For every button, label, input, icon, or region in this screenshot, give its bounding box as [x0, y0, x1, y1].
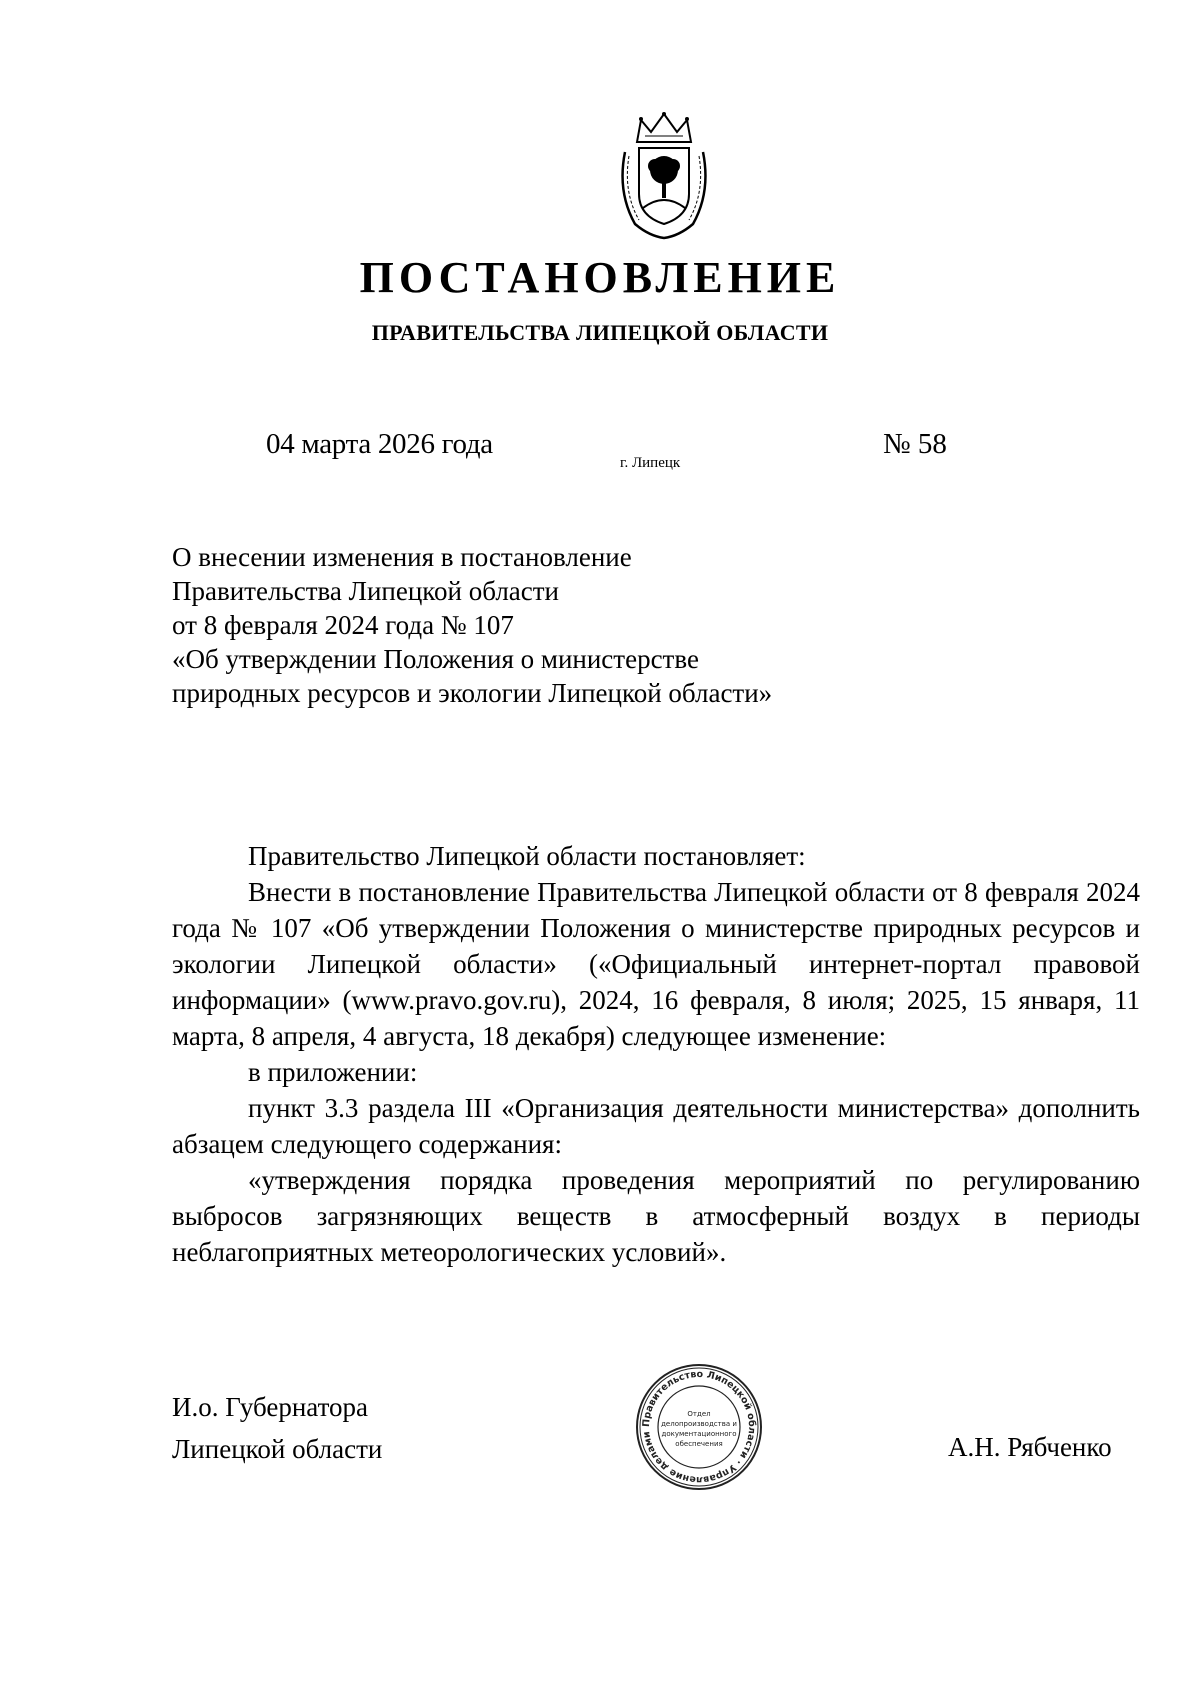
document-subtitle: ПРАВИТЕЛЬСТВА ЛИПЕЦКОЙ ОБЛАСТИ — [371, 320, 829, 345]
document-date: 04 марта 2026 года — [266, 428, 493, 460]
stamp-center-line: делопроизводства и — [661, 1420, 737, 1428]
document-heading — [172, 540, 892, 710]
body-paragraph: «утверждения порядка проведения мероприятий по регулированию выбросов загрязняющих веществ в атмосферный воздух в периоды неблагоприятных метеорологических условий». — [172, 1165, 1140, 1267]
official-stamp-icon — [634, 1362, 764, 1492]
heading-line: О внесении изменения в постановление — [172, 542, 632, 572]
document-number: № 58 — [883, 428, 947, 460]
body-paragraph: Внести в постановление Правительства Липецкой области от 8 февраля 2024 года № 107 «Об утверждении Положения о министерстве природных ресурсов и экологии Липецкой области» («Официальный интернет-портал правовой информации» (www.pravo.gov.ru), 2024, 16 февраля, 8 июля; 2025, 15 января, 11 марта, 8 апреля, 4 августа, 18 декабря) следующее изменение: — [172, 877, 1140, 1051]
document-body — [172, 838, 1140, 1270]
body-paragraph: в приложении: — [248, 1057, 418, 1087]
body-paragraph: Правительство Липецкой области постановляет: — [248, 841, 806, 871]
heading-line: природных ресурсов и экологии Липецкой области» — [172, 678, 773, 708]
heading-line: «Об утверждении Положения о министерстве — [172, 644, 699, 674]
stamp-center-line: обеспечения — [675, 1440, 723, 1448]
document-city: г. Липецк — [620, 455, 681, 471]
signatory-position-line: Липецкой области — [172, 1434, 383, 1464]
stamp-center-line: документационного — [661, 1430, 737, 1438]
signatory-position-line: И.о. Губернатора — [172, 1392, 369, 1422]
document-title: ПОСТАНОВЛЕНИЕ — [359, 253, 841, 302]
stamp-center-line: Отдел — [687, 1410, 711, 1418]
heading-line: от 8 февраля 2024 года № 107 — [172, 610, 514, 640]
heading-line: Правительства Липецкой области — [172, 576, 560, 606]
signatory-name: А.Н. Рябченко — [948, 1432, 1112, 1462]
stamp-ring-text: Правительство Липецкой области · Управление делами — [640, 1368, 758, 1486]
coat-of-arms-icon — [615, 112, 713, 240]
body-paragraph: пункт 3.3 раздела III «Организация деятельности министерства» дополнить абзацем следующего содержания: — [172, 1093, 1140, 1159]
signatory-position — [172, 1386, 382, 1470]
